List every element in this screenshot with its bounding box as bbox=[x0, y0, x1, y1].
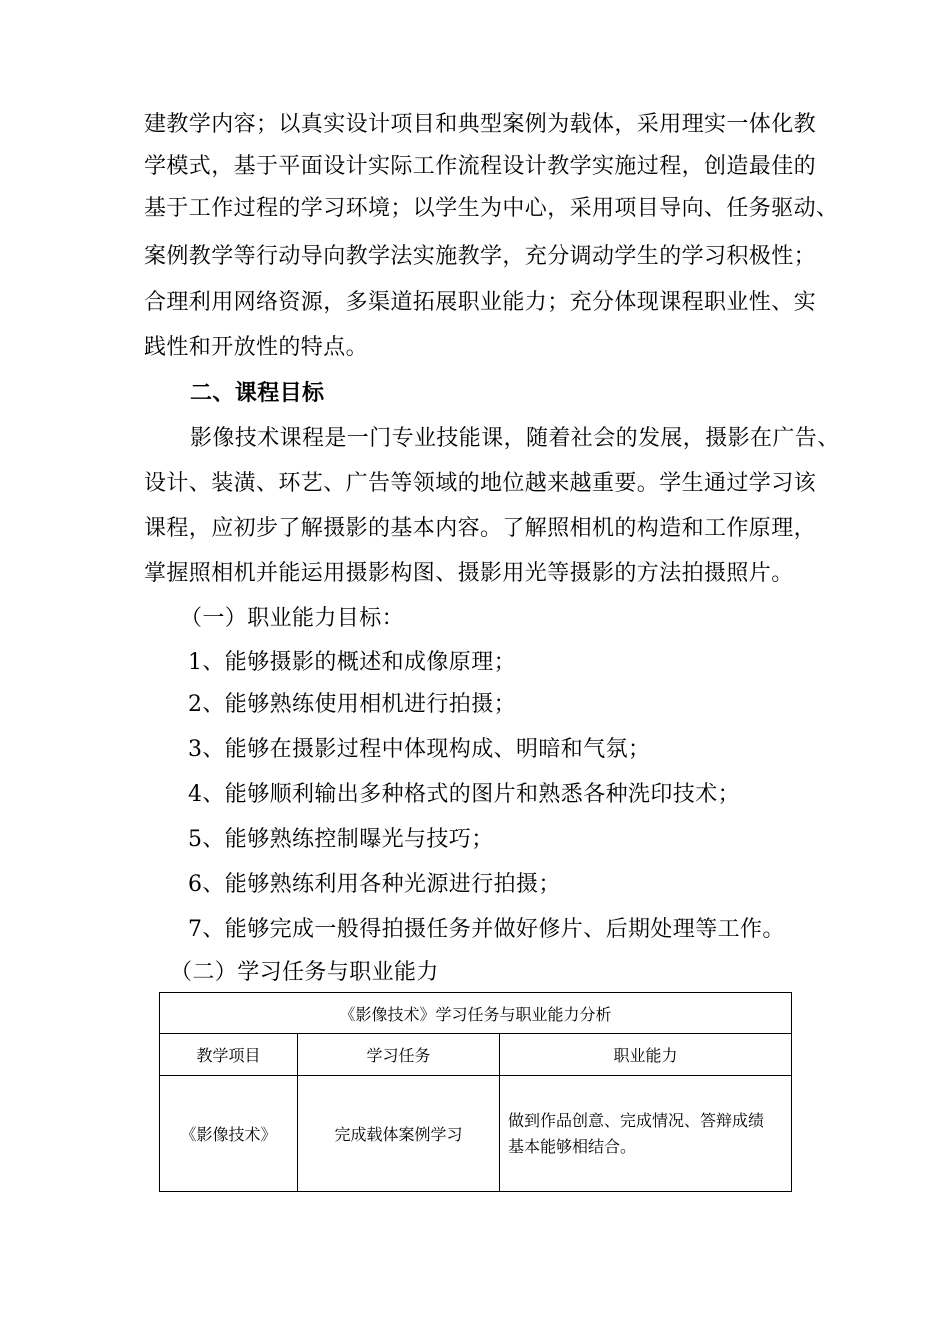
column-header-ability: 职业能力 bbox=[500, 1034, 792, 1076]
paragraph-line: 案例教学等行动导向教学法实施教学，充分调动学生的学习积极性； bbox=[144, 244, 817, 269]
list-item: 3、能够在摄影过程中体现构成、明暗和气氛； bbox=[188, 737, 651, 762]
analysis-table-wrapper bbox=[159, 992, 791, 1192]
cell-ability bbox=[500, 1076, 792, 1192]
list-item: 2、能够熟练使用相机进行拍摄； bbox=[188, 692, 516, 717]
paragraph-line: 建教学内容；以真实设计项目和典型案例为载体，采用理实一体化教 bbox=[144, 112, 817, 137]
paragraph-line: 践性和开放性的特点。 bbox=[144, 335, 369, 360]
table-caption: 《影像技术》学习任务与职业能力分析 bbox=[160, 993, 792, 1034]
ability-text-line: 基本能够相结合。 bbox=[508, 1136, 637, 1156]
paragraph-line: 影像技术课程是一门专业技能课，随着社会的发展，摄影在广告、 bbox=[190, 426, 840, 451]
cell-project: 《影像技术》 bbox=[160, 1076, 298, 1192]
list-item: 6、能够熟练利用各种光源进行拍摄； bbox=[188, 872, 561, 897]
subheading-vocational-goals: （一）职业能力目标： bbox=[180, 606, 405, 631]
paragraph-line: 掌握照相机并能运用摄影构图、摄影用光等摄影的方法拍摄照片。 bbox=[144, 561, 794, 586]
list-item: 7、能够完成一般得拍摄任务并做好修片、后期处理等工作。 bbox=[188, 917, 785, 942]
paragraph-line: 课程，应初步了解摄影的基本内容。了解照相机的构造和工作原理， bbox=[144, 516, 817, 541]
paragraph-line: 学模式，基于平面设计实际工作流程设计教学实施过程，创造最佳的 bbox=[144, 154, 817, 179]
list-item: 1、能够摄影的概述和成像原理； bbox=[188, 650, 516, 675]
list-item: 5、能够熟练控制曝光与技巧； bbox=[188, 827, 494, 852]
subheading-tasks-abilities: （二）学习任务与职业能力 bbox=[170, 960, 439, 985]
paragraph-line: 设计、装潢、环艺、广告等领域的地位越来越重要。学生通过学习该 bbox=[144, 471, 817, 496]
column-header-project: 教学项目 bbox=[160, 1034, 298, 1076]
list-item: 4、能够顺利输出多种格式的图片和熟悉各种洗印技术； bbox=[188, 782, 740, 807]
ability-text-line: 做到作品创意、完成情况、答辩成绩 bbox=[508, 1110, 765, 1130]
analysis-table bbox=[159, 992, 792, 1192]
table-row bbox=[160, 1076, 792, 1192]
cell-task: 完成载体案例学习 bbox=[298, 1076, 500, 1192]
section-heading: 二、课程目标 bbox=[190, 380, 325, 406]
column-header-task: 学习任务 bbox=[298, 1034, 500, 1076]
paragraph-line: 合理利用网络资源，多渠道拓展职业能力；充分体现课程职业性、实 bbox=[144, 290, 817, 315]
paragraph-line: 基于工作过程的学习环境；以学生为中心，采用项目导向、任务驱动、 bbox=[144, 196, 839, 221]
